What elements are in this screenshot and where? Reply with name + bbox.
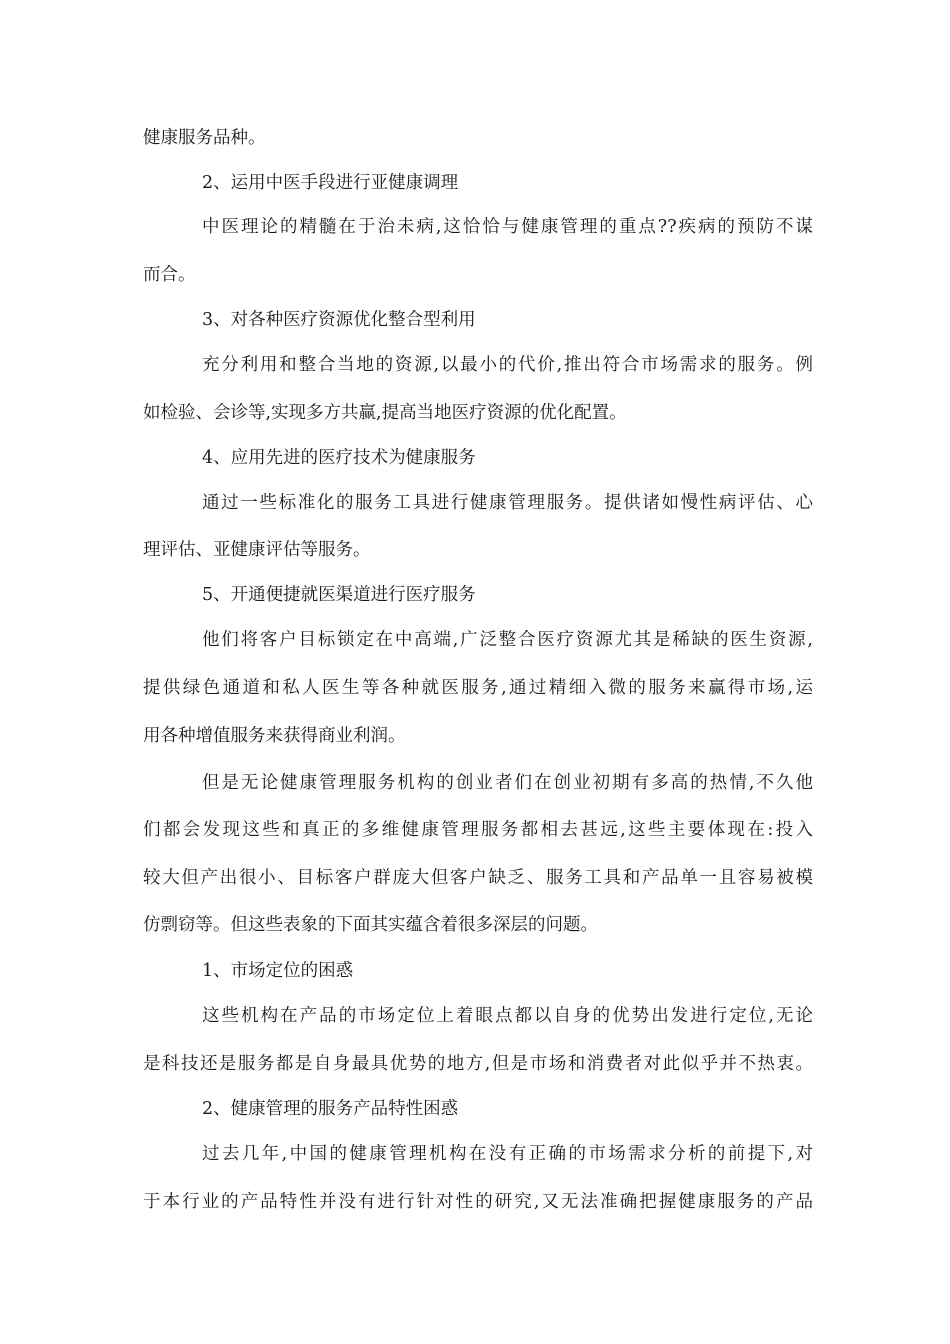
text-line: 用各种增值服务来获得商业利润。 xyxy=(143,726,406,746)
text-line: 这些机构在产品的市场定位上着眼点都以自身的优势出发进行定位,无论 xyxy=(202,1006,813,1026)
text-line: 仿剽窃等。但这些表象的下面其实蕴含着很多深层的问题。 xyxy=(143,915,598,935)
section-heading: 5、开通便捷就医渠道进行医疗服务 xyxy=(202,585,476,605)
text-line: 通过一些标准化的服务工具进行健康管理服务。提供诸如慢性病评估、心 xyxy=(202,493,813,513)
text-line: 较大但产出很小、目标客户群庞大但客户缺乏、服务工具和产品单一且容易被模 xyxy=(143,868,813,888)
section-heading: 2、健康管理的服务产品特性困惑 xyxy=(202,1099,459,1119)
text-line: 但是无论健康管理服务机构的创业者们在创业初期有多高的热情,不久他 xyxy=(202,773,813,793)
text-line: 他们将客户目标锁定在中高端,广泛整合医疗资源尤其是稀缺的医生资源, xyxy=(202,630,813,650)
text-line: 而合。 xyxy=(143,265,196,285)
text-line: 提供绿色通道和私人医生等各种就医服务,通过精细入微的服务来赢得市场,运 xyxy=(143,678,813,698)
text-line: 理评估、亚健康评估等服务。 xyxy=(143,540,371,560)
text-line: 过去几年,中国的健康管理机构在没有正确的市场需求分析的前提下,对 xyxy=(202,1144,813,1164)
text-line: 于本行业的产品特性并没有进行针对性的研究,又无法准确把握健康服务的产品 xyxy=(143,1192,813,1212)
text-line: 中医理论的精髓在于治未病,这恰恰与健康管理的重点??疾病的预防不谋 xyxy=(202,217,813,237)
section-heading: 4、应用先进的医疗技术为健康服务 xyxy=(202,448,476,468)
text-line: 充分利用和整合当地的资源,以最小的代价,推出符合市场需求的服务。例 xyxy=(202,355,813,375)
section-heading: 1、市场定位的困惑 xyxy=(202,961,354,981)
text-line: 是科技还是服务都是自身最具优势的地方,但是市场和消费者对此似乎并不热衷。 xyxy=(143,1054,813,1074)
text-line: 如检验、会诊等,实现多方共赢,提高当地医疗资源的优化配置。 xyxy=(143,403,627,423)
section-heading: 3、对各种医疗资源优化整合型利用 xyxy=(202,310,476,330)
section-heading: 2、运用中医手段进行亚健康调理 xyxy=(202,173,459,193)
text-line: 健康服务品种。 xyxy=(143,128,266,148)
text-line: 们都会发现这些和真正的多维健康管理服务都相去甚远,这些主要体现在:投入 xyxy=(143,820,813,840)
